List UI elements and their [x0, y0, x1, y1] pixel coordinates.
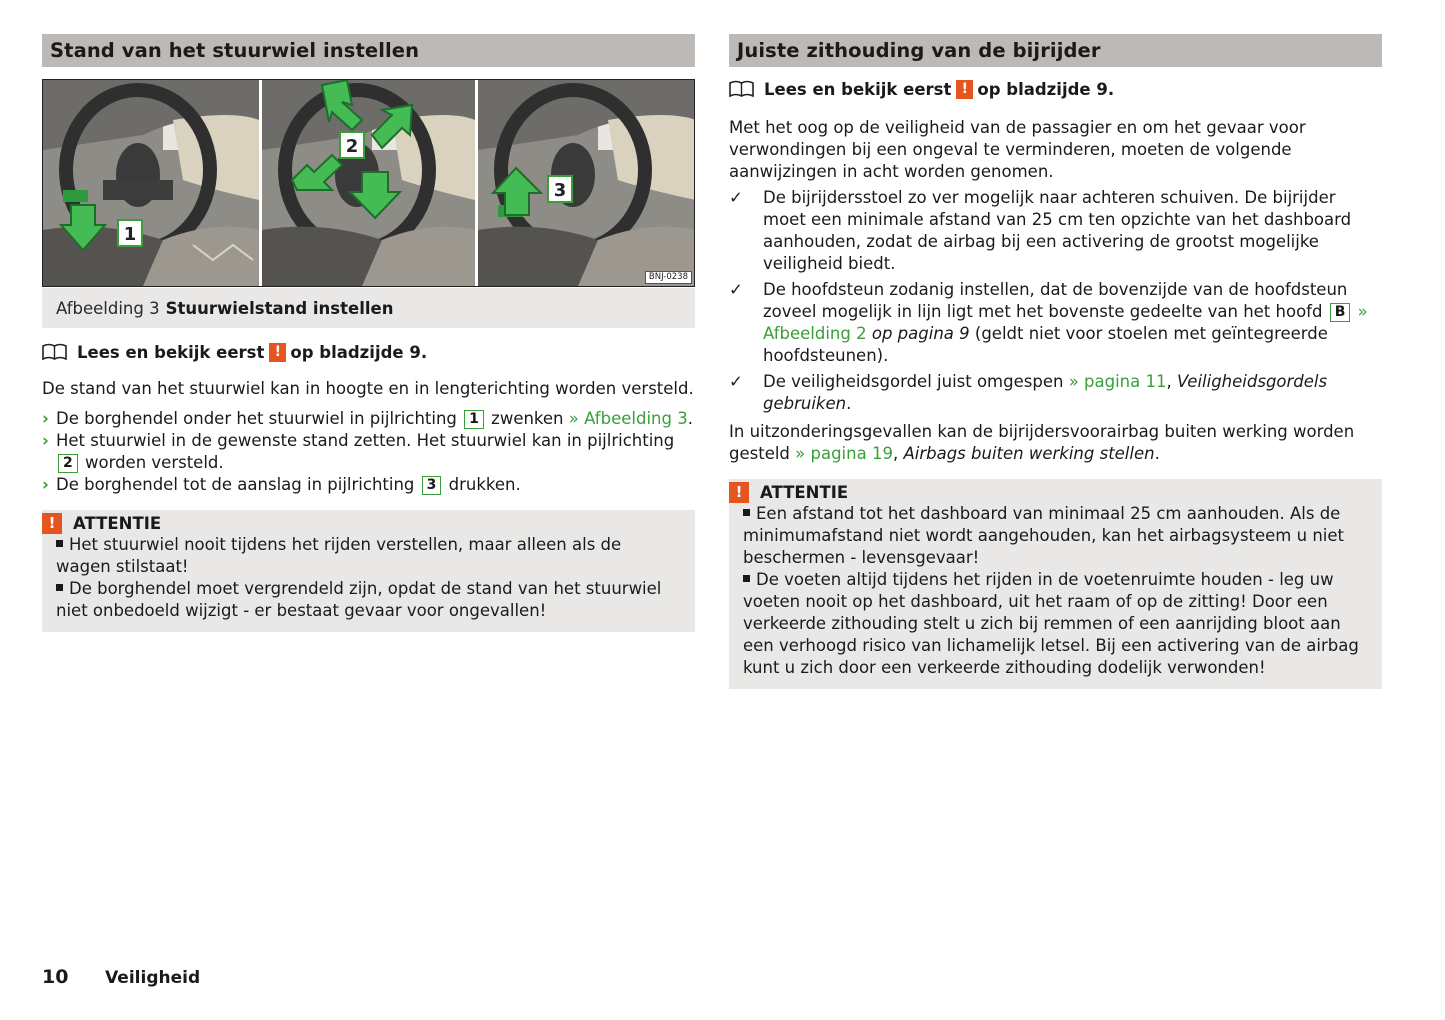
check-item: [729, 187, 1382, 275]
book-icon: [729, 80, 754, 98]
attention-header: [48, 510, 681, 534]
check-text: De hoofdsteun zodanig instellen, dat de bovenzijde van de hoofdsteun zoveel mogelijk in lijn ligt met het bovenste gedeelte van het hoofd: [763, 280, 1348, 321]
step-text: Het stuurwiel in de gewenste stand zetten. Het stuurwiel kan in pijlrichting: [56, 431, 675, 450]
check-text-italic: Veiligheidsgordels gebruiken: [763, 372, 1328, 413]
bullet-square-icon: [743, 575, 750, 582]
attention-title: ATTENTIE: [73, 513, 162, 533]
outro-text-italic: Airbags buiten werking stellen: [903, 444, 1155, 463]
attention-box: [729, 479, 1382, 689]
outro-text: ,: [892, 444, 899, 463]
checkmark-icon: ✓: [729, 372, 743, 391]
bullet-square-icon: [56, 540, 63, 547]
step-chevron-icon: ›: [42, 431, 49, 450]
attention-box: [42, 510, 695, 632]
read-first-page-link[interactable]: op bladzijde 9.: [977, 79, 1115, 99]
warning-icon: !: [956, 80, 973, 99]
figure-code: BNJ-0238: [645, 271, 692, 284]
warning-icon: !: [42, 513, 62, 534]
figure-link[interactable]: » Afbeelding 2: [763, 302, 1368, 343]
step-text: De borghendel onder het stuurwiel in pijlrichting: [56, 409, 457, 428]
step-item: [42, 474, 695, 496]
right-column: [729, 34, 1382, 689]
check-text: De bijrijdersstoel zo ver mogelijk naar achteren schuiven. De bijrijder moet een minimale afstand van 25 cm ten opzichte van het dashboard aanhouden, zodat de airbag bij een activering de grootst mogelijke veiligheid biedt.: [763, 188, 1352, 273]
footer-section: Veiligheid: [105, 968, 201, 988]
figure-label-2: 2: [345, 136, 359, 157]
attention-header: [735, 479, 1368, 503]
check-text: De veiligheidsgordel juist omgespen: [763, 372, 1064, 391]
figure-caption: [42, 288, 695, 328]
bullet-square-icon: [743, 509, 750, 516]
figure-caption-number: Afbeelding 3: [56, 299, 160, 318]
step-text: drukken.: [448, 475, 521, 494]
figure-ref-box: 1: [464, 410, 484, 429]
step-item: [42, 430, 695, 474]
figure-label-1: 1: [123, 224, 137, 245]
read-first-note: [42, 342, 695, 362]
page-footer: [42, 966, 200, 988]
steering-figure: [42, 79, 695, 287]
page-link[interactable]: » pagina 19: [795, 444, 893, 463]
attention-item: [743, 569, 1368, 679]
step-chevron-icon: ›: [42, 409, 49, 428]
passenger-checklist: [729, 187, 1382, 415]
checkmark-icon: ✓: [729, 188, 743, 207]
book-icon: [42, 343, 67, 361]
figure-panel-3: [478, 80, 695, 286]
check-text-italic: op pagina 9: [871, 324, 970, 343]
section-title-steering: Stand van het stuurwiel instellen: [42, 34, 695, 67]
figure-caption-title: Stuurwielstand instellen: [165, 299, 394, 318]
figure-panel-2: [262, 80, 475, 286]
bullet-square-icon: [56, 584, 63, 591]
page-link[interactable]: » pagina 11: [1068, 372, 1167, 391]
check-text: .: [846, 394, 852, 413]
attention-item-text: De borghendel moet vergrendeld zijn, opdat de stand van het stuurwiel niet onbedoeld wijzigt - er bestaat gevaar voor ongevallen!: [56, 579, 662, 620]
attention-item: [743, 503, 1368, 569]
warning-icon: !: [729, 482, 749, 503]
step-text: zwenken: [491, 409, 564, 428]
read-first-note: [729, 79, 1382, 99]
check-item: [729, 371, 1382, 415]
step-text: De borghendel tot de aanslag in pijlrichting: [56, 475, 415, 494]
steering-intro: De stand van het stuurwiel kan in hoogte en in lengterichting worden versteld.: [42, 379, 694, 398]
figure-label-3: 3: [553, 180, 567, 201]
attention-item-text: De voeten altijd tijdens het rijden in de voetenruimte houden - leg uw voeten nooit op het dashboard, uit het raam of op de zitting! Door een verkeerde zithouding stelt u zich bij remmen of een aanrijding bloot aan een verhoogd risico van lichamelijk letsel. Bij een activering van de airbag kunt u zich door een verkeerde zithouding dodelijk verwonden!: [743, 570, 1359, 677]
figure-ref-box: B: [1330, 303, 1351, 322]
figure-link[interactable]: » Afbeelding 3: [568, 409, 688, 428]
section-title-passenger: Juiste zithouding van de bijrijder: [729, 34, 1382, 67]
attention-title: ATTENTIE: [760, 482, 849, 502]
outro-text: .: [1154, 444, 1160, 463]
passenger-intro: Met het oog op de veiligheid van de passagier en om het gevaar voor verwondingen bij een ongeval te verminderen, moeten de volgende aanwijzingen in acht worden genomen.: [729, 118, 1306, 181]
warning-icon: !: [269, 343, 286, 362]
attention-item-text: Een afstand tot het dashboard van minimaal 25 cm aanhouden. Als de minimumafstand niet wordt aangehouden, kan het airbagsysteem u niet beschermen - levensgevaar!: [743, 504, 1344, 567]
read-first-lead: Lees en bekijk eerst: [764, 79, 952, 99]
figure-panel-1: [43, 80, 259, 286]
figure-ref-box: 2: [58, 454, 78, 473]
step-item: [42, 408, 695, 430]
step-text: worden versteld.: [85, 453, 224, 472]
check-text: ,: [1166, 372, 1172, 391]
step-chevron-icon: ›: [42, 475, 49, 494]
outro-text: In uitzonderingsgevallen kan de bijrijdersvoorairbag buiten werking worden gesteld: [729, 422, 1355, 463]
attention-item-text: Het stuurwiel nooit tijdens het rijden verstellen, maar alleen als de wagen stilstaat!: [56, 535, 622, 576]
read-first-lead: Lees en bekijk eerst: [77, 342, 265, 362]
step-text: .: [687, 409, 693, 428]
left-column: [42, 34, 695, 632]
check-item: [729, 279, 1382, 367]
attention-item: [56, 578, 681, 622]
read-first-page-link[interactable]: op bladzijde 9.: [290, 342, 428, 362]
figure-ref-box: 3: [422, 476, 442, 495]
check-text: (geldt niet voor stoelen met geïntegreerde hoofdsteunen).: [763, 324, 1328, 365]
passenger-outro: [729, 421, 1382, 465]
steering-steps: [42, 408, 695, 496]
checkmark-icon: ✓: [729, 280, 743, 299]
attention-item: [56, 534, 681, 578]
page-number: 10: [42, 966, 69, 988]
